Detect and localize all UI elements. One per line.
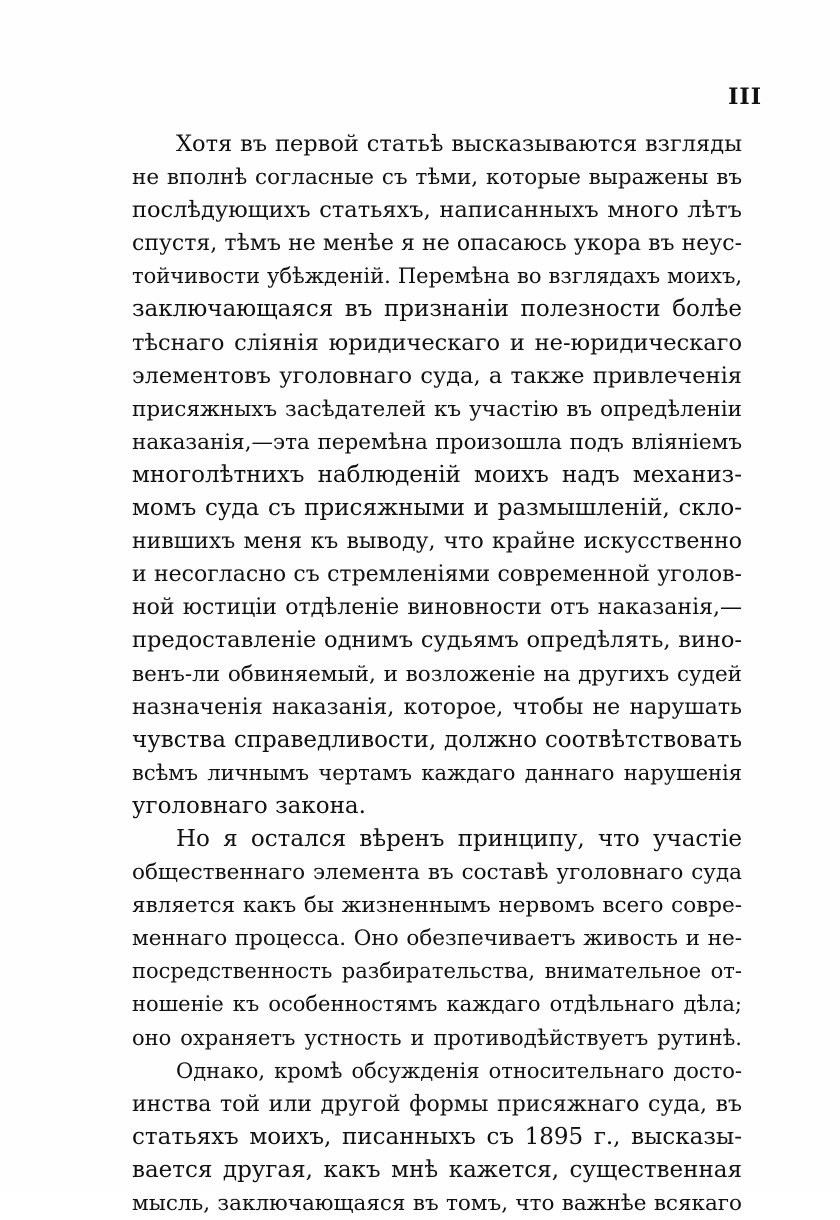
text-line: венъ-ли обвиняемый, и возложеніе на другихъ судей <box>132 661 742 687</box>
paragraph <box>132 1055 742 1220</box>
text-line: назначенія наказанія, которое, чтобы не нарушать <box>132 694 742 720</box>
paragraph <box>132 128 742 823</box>
text-line: оно охраняетъ устность и противодѣйствуетъ рутинѣ. <box>132 1025 742 1050</box>
text-line: Хотя въ первой статьѣ высказываются взгляды <box>176 131 742 157</box>
text-line: уголовнаго закона. <box>132 792 366 819</box>
text-line: мысль, заключающаяся въ томъ, что важнѣе всякаго <box>132 1191 742 1216</box>
text-line: является какъ бы жизненнымъ нервомъ всего совре- <box>132 893 742 919</box>
text-line: посредственность разбирательства, внимательное от- <box>132 959 742 984</box>
text-line: тойчивости убѣжденій. Перемѣна во взглядахъ моихъ, <box>132 264 742 289</box>
text-line: ной юстиціи отдѣленіе виновности отъ наказанія,— <box>132 595 742 621</box>
text-line: статьяхъ моихъ, писанныхъ съ 1895 г., высказы- <box>132 1123 742 1150</box>
text-line: всѣмъ личнымъ чертамъ каждаго даннаго нарушенія <box>132 760 742 785</box>
body-text <box>132 128 742 1220</box>
paragraph <box>132 823 742 1055</box>
text-line: Но я остался вѣренъ принципу, что участiе <box>176 825 742 852</box>
text-line: чувства справедливости, должно соотвѣтствовать <box>132 726 742 753</box>
page-number: III <box>728 84 762 110</box>
text-line: элементовъ уголовнаго суда, а также привлеченія <box>132 362 742 389</box>
text-line: вается другая, какъ мнѣ кажется, существенная <box>132 1156 742 1183</box>
text-line: присяжныхъ засѣдателей къ участiю въ опредѣленіи <box>132 396 742 422</box>
text-line: ношеніе къ особенностямъ каждаго отдѣльнаго дѣла; <box>132 992 742 1017</box>
text-line: многолѣтнихъ наблюденій моихъ надъ механиз- <box>132 461 742 488</box>
text-line: общественнаго элемента въ составѣ уголовнаго суда <box>132 860 742 886</box>
text-line: спустя, тѣмъ не менѣе я не опасаюсь укора въ неус- <box>132 231 742 257</box>
text-line: послѣдующихъ статьяхъ, написанныхъ много лѣтъ <box>132 197 742 224</box>
text-line: Однако, кромѣ обсужденія относительнаго досто- <box>176 1058 742 1083</box>
text-line: не вполнѣ согласные съ тѣми, которые выражены въ <box>132 165 742 191</box>
text-line: наказанія,—эта перемѣна произошла подъ вліяніемъ <box>132 429 742 455</box>
text-line: предоставленіе однимъ судьямъ опредѣлять, вино- <box>132 627 742 654</box>
text-line: меннаго процесса. Оно обезпечиваетъ живость и не- <box>132 926 742 952</box>
text-line: момъ суда съ присяжными и размышленій, скло- <box>132 495 742 522</box>
text-line: и несогласно съ стремленіями современной уголов- <box>132 562 742 588</box>
text-line: нившихъ меня къ выводу, что крайне искусственно <box>132 529 742 555</box>
text-line: тѣснаго слiянія юридическаго и не-юридическаго <box>132 329 742 356</box>
text-line: инства той или другой формы присяжнаго суда, въ <box>132 1091 742 1117</box>
text-line: заключающаяся въ признаніи полезности болѣе <box>132 296 742 323</box>
